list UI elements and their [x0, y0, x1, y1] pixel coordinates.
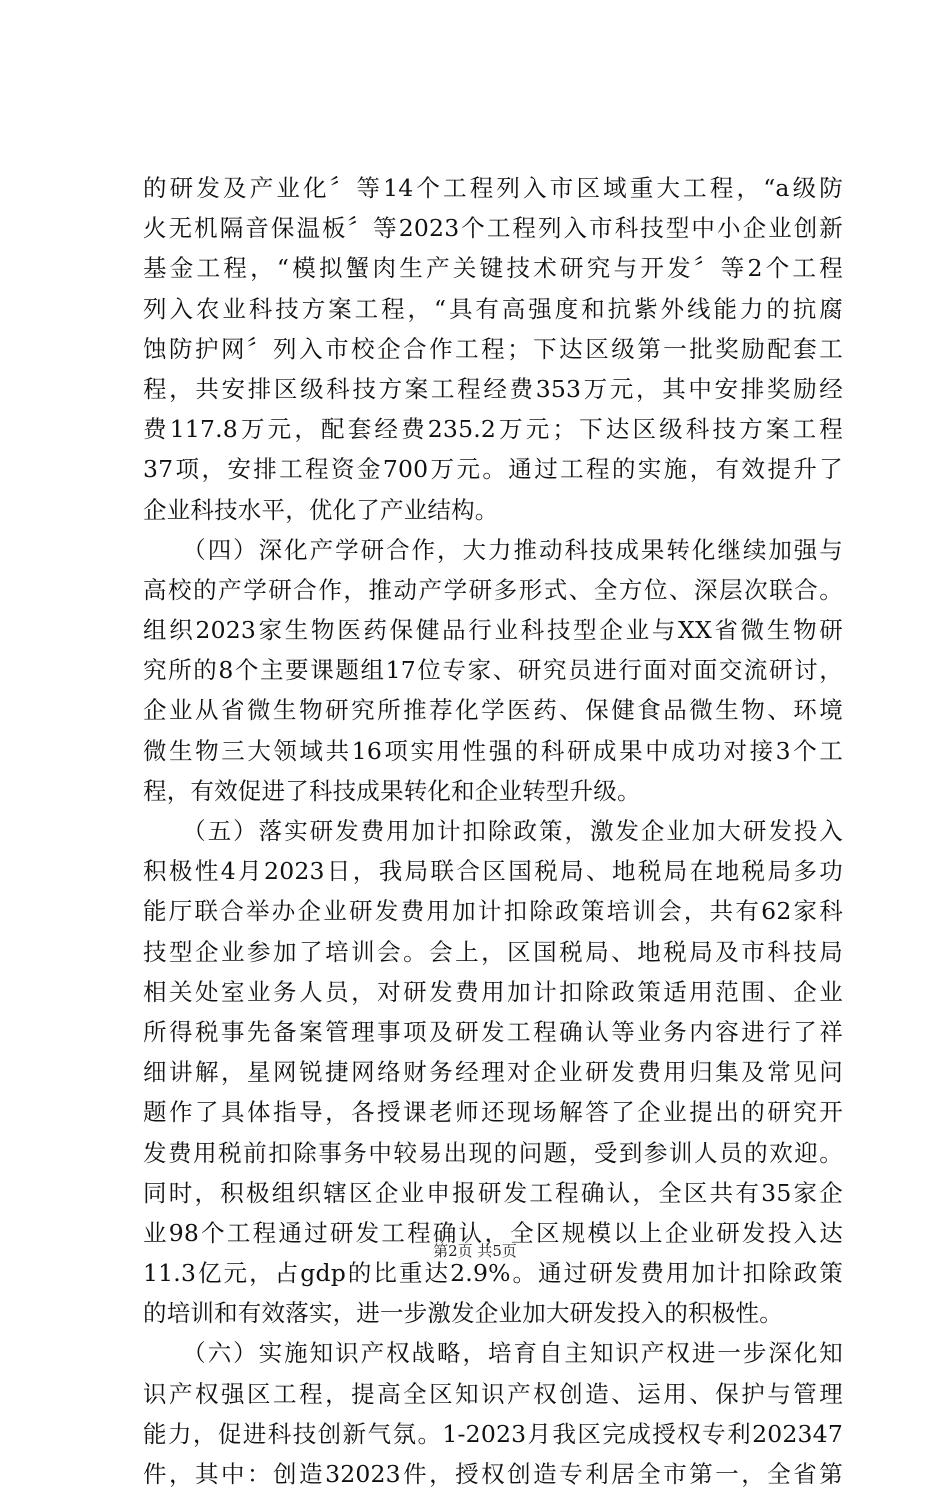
text-line: 发费用税前扣除事务中较易出现的问题，受到参训人员的欢迎。	[143, 1138, 843, 1167]
text-line: 业98个工程通过研发工程确认，全区规模以上企业研发投入达	[143, 1218, 843, 1247]
text-line: 企业从省微生物研究所推荐化学医药、保健食品微生物、环境	[143, 696, 843, 725]
text-line: 高校的产学研合作，推动产学研多形式、全方位、深层次联合。	[143, 575, 843, 604]
text-line: 题作了具体指导，各授课老师还现场解答了企业提出的研究开	[143, 1098, 843, 1127]
text-line: 同时，积极组织辖区企业申报研发工程确认，全区共有35家企	[143, 1178, 843, 1207]
text-line: （四）深化产学研合作，大力推动科技成果转化继续加强与	[143, 535, 843, 564]
text-line: 相关处室业务人员，对研发费用加计扣除政策适用范围、企业	[143, 977, 843, 1006]
text-line: 11.3亿元，占gdp的比重达2.9%。通过研发费用加计扣除政策	[143, 1259, 843, 1288]
text-line: 技型企业参加了培训会。会上，区国税局、地税局及市科技局	[143, 937, 843, 966]
text-line: （五）落实研发费用加计扣除政策，激发企业加大研发投入	[143, 817, 843, 845]
text-line: 程，共安排区级科技方案工程经费353万元，其中安排奖励经	[143, 374, 843, 403]
text-line: 火无机隔音保温板〞等2023个工程列入市科技型中小企业创新	[143, 214, 843, 243]
text-line: 基金工程，“模拟蟹肉生产关键技术研究与开发〞等2个工程	[143, 254, 843, 283]
text-line: 能厅联合举办企业研发费用加计扣除政策培训会，共有62家科	[143, 897, 843, 926]
text-line: 所得税事先备案管理事项及研发工程确认等业务内容进行了祥	[143, 1017, 843, 1046]
text-line: 的研发及产业化〞等14个工程列入市区域重大工程，“a级防	[143, 174, 843, 202]
text-line: 组织2023家生物医药保健品行业科技型企业与XX省微生物研	[143, 616, 843, 645]
page-footer: 第2页 共5页	[433, 1242, 517, 1260]
text-line: 积极性4月2023日，我局联合区国税局、地税局在地税局多功	[143, 857, 843, 886]
text-line: （六）实施知识产权战略，培育自主知识产权进一步深化知	[143, 1339, 843, 1368]
text-line: 的培训和有效落实，进一步激发企业加大研发投入的积极性。	[143, 1299, 783, 1328]
text-line: 程，有效促进了科技成果转化和企业转型升级。	[143, 776, 641, 805]
text-line: 微生物三大领域共16项实用性强的科研成果中成功对接3个工	[143, 736, 843, 765]
text-line: 37项，安排工程资金700万元。通过工程的实施，有效提升了	[143, 455, 843, 484]
text-line: 蚀防护网〞列入市校企合作工程；下达区级第一批奖励配套工	[143, 334, 843, 363]
text-line: 件，其中：创造32023件，授权创造专利居全市第一，全省第	[143, 1460, 843, 1488]
text-line: 企业科技水平，优化了产业结构。	[143, 495, 499, 524]
text-line: 能力，促进科技创新气氛。1-2023月我区完成授权专利202347	[143, 1419, 843, 1448]
text-line: 费117.8万元，配套经费235.2万元；下达区级科技方案工程	[143, 415, 843, 444]
body-text	[143, 168, 843, 1494]
text-line: 细讲解，星网锐捷网络财务经理对企业研发费用归集及常见问	[143, 1058, 843, 1087]
text-line: 识产权强区工程，提高全区知识产权创造、运用、保护与管理	[143, 1379, 843, 1408]
text-line: 究所的8个主要课题组17位专家、研究员进行面对面交流研讨，	[143, 656, 843, 685]
text-line: 列入农业科技方案工程，“具有高强度和抗紫外线能力的抗腐	[143, 294, 843, 323]
